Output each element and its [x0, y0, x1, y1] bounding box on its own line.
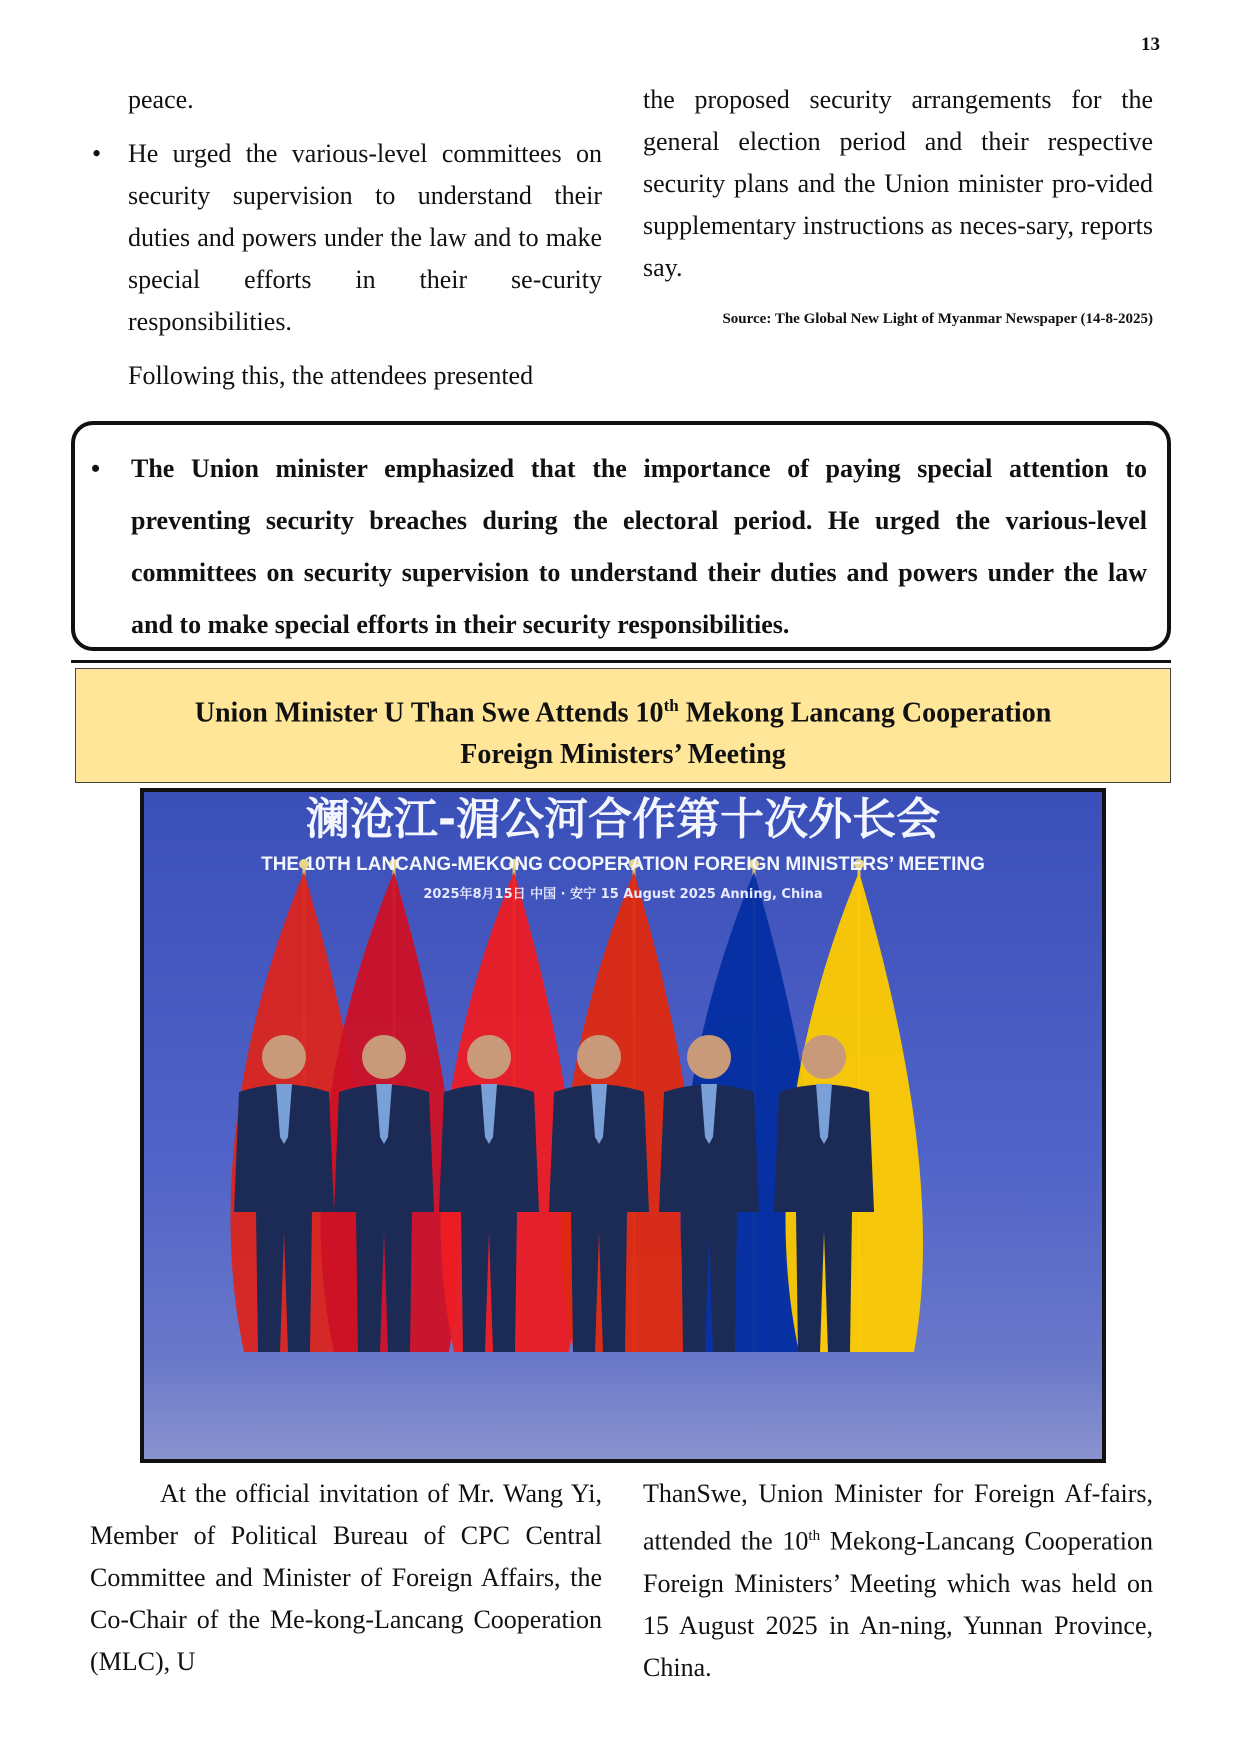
person-head — [467, 1035, 511, 1079]
meeting-photo-illustration — [144, 792, 1102, 1459]
left-intro-text: peace. — [128, 85, 194, 114]
section-divider — [71, 660, 1171, 663]
headline-line-1 — [76, 685, 1170, 734]
backdrop-english-title: THE 10TH LANCANG-MEKONG COOPERATION FOREIGN MINISTERS’ MEETING — [261, 854, 985, 875]
backdrop-chinese-title: 澜沧江-湄公河合作第十次外长会 — [305, 794, 941, 845]
headline-line-2: Foreign Ministers’ Meeting — [460, 739, 786, 771]
callout-text: The Union minister emphasized that the importance of paying special attention to preventing security breaches during the electoral period. He urged the various-level committees on security supervision to understand their duties and powers under the law and to make special efforts in their security responsibilities. — [131, 454, 1147, 639]
page-number: 13 — [1141, 34, 1160, 55]
article-left-column — [90, 1473, 602, 1683]
left-following-text: Following this, the attendees presented — [128, 361, 534, 390]
person-head — [687, 1035, 731, 1079]
left-bullet-text: He urged the various-level committees on security supervision to understand their duties and powers under the law and to make special efforts in their se-curity responsibilities. — [128, 139, 602, 336]
meeting-photo — [140, 788, 1106, 1463]
person-head — [262, 1035, 306, 1079]
bullet-marker: • — [92, 139, 102, 168]
headline-part-2: Mekong Lancang Cooperation — [685, 697, 1052, 729]
left-column — [92, 79, 602, 397]
headline-part-1: Union Minister U Than Swe Attends 10 — [194, 697, 664, 729]
left-bullet — [92, 133, 602, 343]
person-head — [577, 1035, 621, 1079]
source-citation: Source: The Global New Light of Myanmar Newspaper (14-8-2025) — [722, 311, 1153, 327]
right-column — [643, 79, 1153, 328]
person-head — [362, 1035, 406, 1079]
article-right-text-1: ThanSwe, Union Minister for Foreign Af-fairs, attended the 10 — [643, 1479, 1153, 1556]
headline-superscript: th — [663, 696, 679, 715]
callout-text-block — [91, 443, 1147, 651]
article-right-column — [643, 1473, 1153, 1689]
article-left-text: At the official invitation of Mr. Wang Yi, Member of Political Bureau of CPC Central Committee and Minister of Foreign Affairs, the Co-Chair of the Me-kong-Lancang Cooperation (MLC), U — [90, 1479, 602, 1676]
right-column-text: the proposed security arrangements for the general election period and their respective security plans and the Union minister pro-vided supplementary instructions as neces-sary, reports say. — [643, 85, 1153, 282]
article-right-superscript: th — [808, 1528, 821, 1544]
person-head — [802, 1035, 846, 1079]
headline-banner — [75, 668, 1171, 783]
callout-box — [71, 421, 1171, 651]
backdrop-date-line: 2025年8月15日 中国 · 安宁 15 August 2025 Anning, China — [423, 887, 823, 902]
article-right-text-2: Mekong-Lancang Cooperation Foreign Ministers’ Meeting which was held on 15 August 2025 in An-ning, Yunnan Province, China. — [643, 1526, 1153, 1682]
callout-bullet-marker: • — [91, 454, 101, 483]
